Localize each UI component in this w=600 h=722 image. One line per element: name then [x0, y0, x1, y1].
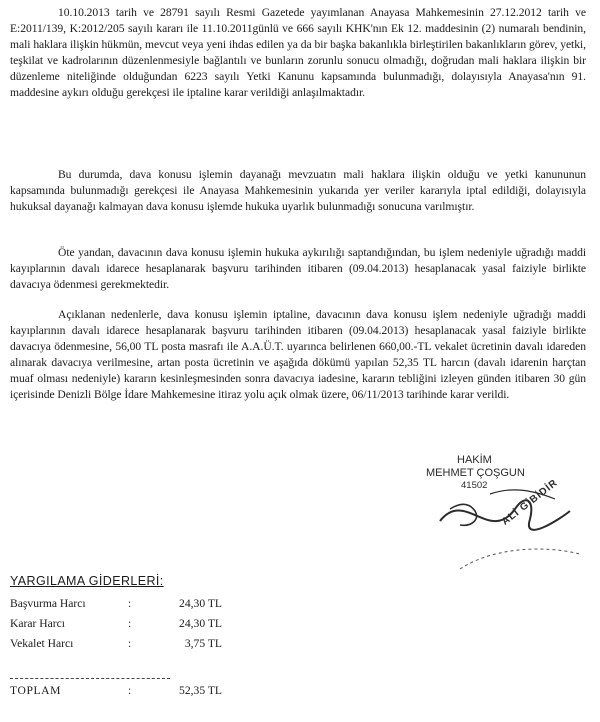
cost-row — [10, 617, 270, 637]
paragraph-3-text: Öte yandan, davacının dava konusu işlemin hukuka aykırılığı saptandığından, bu işlem nedeniyle uğradığı maddi kayıplarının davalı idarece hesaplanarak başvuru tarihinden itibaren (09.04.2013) hesaplanacak yasal faiziyle birlikte davacıya ödenmesi gerekmektedir. — [10, 246, 586, 291]
cost-label: Karar Harcı — [10, 617, 66, 630]
paragraph-4-text: Açıklanan nedenlerle, dava konusu işlemin iptaline, davacının dava konusu işlem nedeniyle uğradığı maddi kayıplarının davalı idarece hesaplanarak başvuru tarihinden itibaren (09.04.2013) hesaplanacak yasal faiziyle birlikte davacıya ödenmesine, 56,00 TL posta masrafı ile A.A.Ü.T. uyarınca belirlenen 660,00.-TL vekalet ücretinin davalı idareden alınarak davacıya verilmesine, artan posta ücretinin ve aşağıda dökümü yapılan 52,35 TL harcın (davalı idarenin harçtan muaf olması nedeniyle) kararın kesinleşmesinden sonra davacıya iadesine, kararın tebliğini izleyen günden itibaren 30 gün içerisinde Denizli Bölge İdare Mahkemesine itiraz yolu açık olmak üzere, 06/11/2013 tarihinde karar verildi. — [10, 308, 586, 401]
paragraph-1-text: 10.10.2013 tarih ve 28791 sayılı Resmi Gazetede yayımlanan Anayasa Mahkemesinin 27.12.2012 tarih ve E:2011/139, K:2012/205 sayılı kararı ile 11.10.2011günlü ve 666 sayılı KHK'nın Ek 12. maddesinin (2) numaralı bendinin, mali haklara ilişkin hükmün, mevcut veya yeni ihdas edilen ya da bir başka bakanlıkla birleştirilen bakanlıkların görev, yetki, teşkilat ve kadrolarının düzenlenmesiyle bağlantılı ve bunların zorunlu sonucu olmadığı, doğrudan mali haklara ilişkin bir düzenleme niteliğinde olduğundan 6223 sayılı Yetki Kanunu kapsamında bulunmadığı, dolayısıyla Anayasa'nın 91. maddesine aykırı olduğu gerekçesi ile iptaline karar verildiği anlaşılmaktadır. — [10, 6, 586, 99]
cost-colon: : — [128, 597, 132, 610]
paragraph-2-text: Bu durumda, dava konusu işlemin dayanağı mevzuatın mali haklara ilişkin olduğu ve yetki kanununun kapsamında bulunmadığı gerekçesi ile Anayasa Mahkemesinin yukarıda yer veriler kararıyla iptal edildiği, dolayısıyla hukuksal dayanağı kalmayan dava konusu işlemde hukuka uyarlık bulunmadığı sonucuna varılmıştır. — [10, 168, 586, 213]
judge-name: MEHMET ÇOŞGUN — [426, 467, 525, 479]
costs-total-row — [10, 684, 270, 704]
judge-code: 41502 — [461, 480, 488, 491]
signature-stamp-text: ALİ GİBİDİR — [500, 477, 561, 528]
paragraph-compensation — [10, 245, 586, 293]
cost-label: Başvurma Harcı — [10, 597, 86, 610]
cost-amount: 24,30 TL — [179, 597, 222, 610]
judge-signature-block — [420, 449, 600, 589]
cost-amount: 24,30 TL — [179, 617, 222, 630]
court-costs-section — [10, 574, 270, 657]
cost-row — [10, 637, 270, 657]
total-colon: : — [128, 684, 132, 697]
total-amount: 52,35 TL — [179, 684, 222, 697]
paragraph-verdict — [10, 307, 586, 403]
judge-title: HAKİM — [457, 454, 492, 466]
cost-label: Vekalet Harcı — [10, 637, 74, 650]
total-label: TOPLAM — [10, 684, 62, 697]
court-costs-title: YARGILAMA GİDERLERİ: — [10, 574, 164, 588]
cost-colon: : — [128, 637, 132, 650]
paragraph-conclusion — [10, 167, 586, 215]
cost-colon: : — [128, 617, 132, 630]
costs-divider — [10, 678, 170, 679]
cost-amount: 3,75 TL — [184, 637, 222, 650]
cost-row — [10, 597, 270, 617]
paragraph-constitutional-court — [10, 5, 586, 101]
